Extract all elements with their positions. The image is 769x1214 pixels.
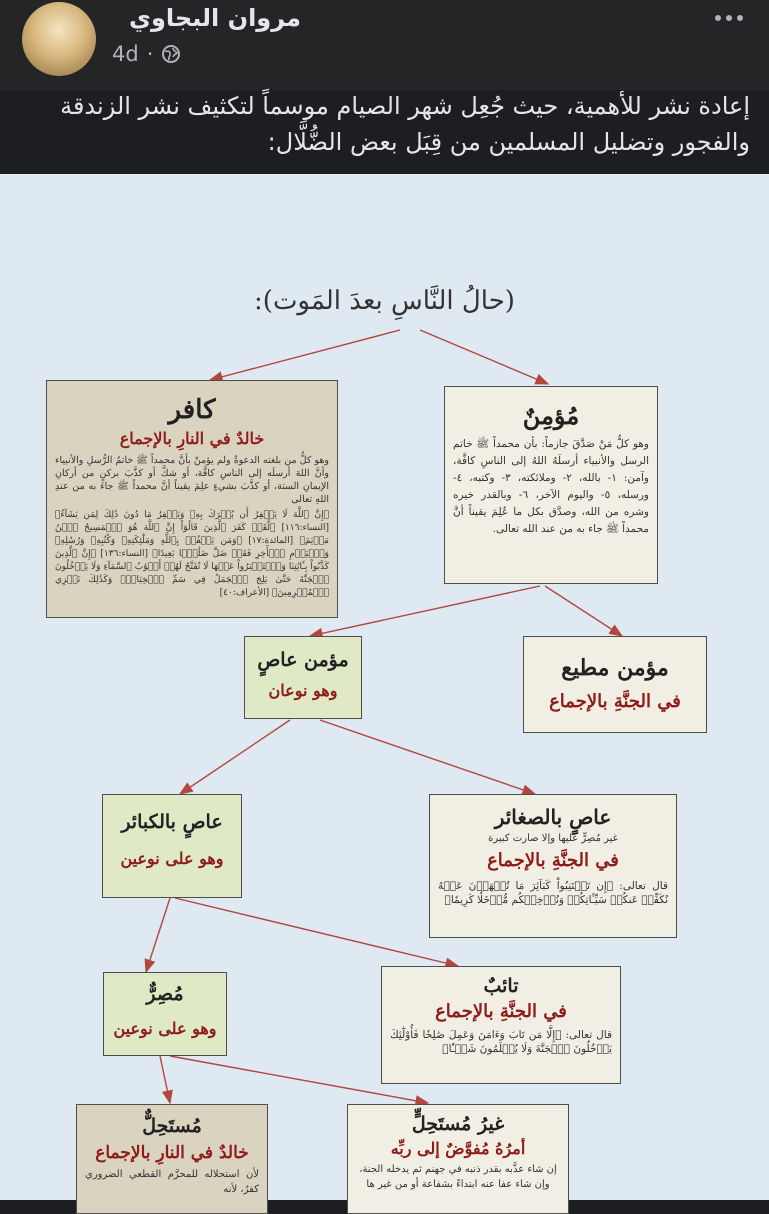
aasi-subtitle: وهو نوعان [268, 681, 338, 700]
arrow-title-mumin [420, 330, 548, 384]
mustahil-box [76, 1104, 268, 1214]
mustahil-title: مُستَحِلٌّ [142, 1115, 202, 1137]
kafir-subtitle: خالدٌ في النارِ بالإجماع [119, 429, 265, 448]
mumin-title: مُؤمِنٌ [522, 401, 580, 430]
diagram-title: (حالُ النَّاسِ بعدَ المَوت): [254, 286, 515, 316]
arrow-mumin-mutee [545, 586, 622, 636]
kafir-verses: ﴿إِنَّ ٱللَّهَ لَا يَغۡفِرُ أَن يُشۡرَكَ بِهِۦ وَيَغۡفِرُ مَا دُونَ ذَٰلِكَ لِمَن يَشَآءُ﴾ [النساء:١١٦] ﴿لَّقَدۡ كَفَرَ ٱلَّذِينَ قَالُوٓاْ إِنَّ ٱللَّهَ هُوَ ٱلۡمَسِيحُ ٱبۡنُ مَرۡيَمَ﴾ [المائدة:١٧] ﴿وَمَن يَكۡفُرۡ بِٱللَّهِ وَمَلَٰٓئِكَتِهِۦ وَكُتُبِهِۦ وَرُسُلِهِۦ وَٱلۡيَوۡمِ ٱلۡأٓخِرِ فَقَدۡ ضَلَّ ضَلَٰلَۢا بَعِيدًا﴾ [النساء:١٣٦] ﴿إِنَّ ٱلَّذِينَ كَذَّبُواْ بِـَٔايَٰتِنَا وَٱسۡتَكۡبَرُواْ عَنۡهَا لَا تُفَتَّحُ لَهُمۡ أَبۡوَٰبُ ٱلسَّمَآءِ وَلَا يَدۡخُلُونَ ٱلۡجَنَّةَ حَتَّىٰ يَلِجَ ٱلۡجَمَلُ فِي سَمِّ ٱلۡخِيَاطِۚ وَكَذَٰلِكَ نَجۡزِي ٱلۡمُجۡرِمِينَ﴾ [الأعراف:٤٠] [55, 510, 329, 598]
ghair-mustahil-body: إن شاء عذَّبه بقدر ذنبه في جهنم ثم يدخله الجنة، وإن شاء عفا عنه ابتداءً بشفاعة أو من غير ها [359, 1164, 557, 1190]
ghair-mustahil-title: غيرُ مُستَحِلٍّ [411, 1113, 505, 1135]
mustahil-body: لأن استحلاله للمحرَّم القطعي الضروري كفرٌ، لأنه [85, 1169, 259, 1195]
aasi-box [244, 636, 362, 719]
kafir-body: وهو كلُّ من بلغته الدعوةُ ولم يؤمنْ بأنَّ محمداً ﷺ خاتمُ الرُّسلِ والأنبياء وأنَّ اللهَ أرسلَه إلى الناسِ كافَّة، أو شكَّ أو كذَّبَ بركنٍ من أركانِ الإيمانِ الستة، أو كذَّبَ بشيءٍ علِمَ يقيناً أنَّ محمداً ﷺ جاءَ به من عندِ اللهِ تعالى [55, 455, 329, 505]
ghair-mustahil-box [347, 1104, 569, 1214]
kabair-title: عاصٍ بالكبائر [121, 811, 223, 833]
arrow-title-kafir [210, 330, 400, 380]
mutee-box [523, 636, 707, 733]
saghair-box [429, 794, 677, 938]
musirr-title: مُصِرٌّ [146, 983, 184, 1005]
arrow-aasi-kabair [180, 720, 290, 794]
mustahil-subtitle: خالدٌ في النارِ بالإجماع [95, 1143, 249, 1163]
post-time[interactable]: 4d [112, 42, 139, 66]
mutee-title: مؤمن مطيع [561, 655, 669, 681]
mumin-body: وهو كلُّ مَنْ صَدَّقَ جازماً: بأن محمداً ﷺ خاتم الرسل والأنبياء أرسلَهُ اللهُ إلى الناسِ كافَّة، وآمن: ١- بالله، ٢- وملائكته، ٣- وكتبه، ٤- ورسله، ٥- واليوم الآخر، ٦- وبالقدر خيره وشره من الله، وصدَّق بكل ما عُلِمَ يقيناً أنَّ محمداً ﷺ جاء به من عند الله تعالى. [453, 438, 649, 535]
arrow-aasi-saghair [320, 720, 535, 794]
taib-box [381, 966, 621, 1084]
musirr-box [103, 972, 227, 1056]
mutee-subtitle: في الجنَّةِ بالإجماع [549, 691, 681, 712]
kabair-subtitle: وهو على نوعين [120, 849, 224, 868]
saghair-title: عاصٍ بالصغائر [494, 805, 612, 829]
kafir-title: كافر [168, 395, 216, 425]
saghair-note: غير مُصِرٍّ عليها وإلا صارت كبيرة [488, 833, 618, 844]
mumin-box [444, 386, 658, 584]
taib-verse: قال تعالى: ﴿إِلَّا مَن تَابَ وَءَامَنَ وَعَمِلَ صَٰلِحٗا فَأُوْلَٰٓئِكَ يَدۡخُلُونَ ٱلۡجَنَّةَ وَلَا يُظۡلَمُونَ شَيۡـٔٗا﴾ [390, 1029, 612, 1055]
arrow-kabair-taib [175, 898, 458, 966]
kafir-box [46, 380, 338, 618]
saghair-subtitle: في الجنَّةِ بالإجماع [487, 850, 619, 871]
arrow-kabair-musirr [146, 898, 170, 972]
kabair-box [102, 794, 242, 898]
ghair-mustahil-subtitle: أمرُهُ مُفوَّضٌ إلى ربِّه [390, 1139, 526, 1158]
taib-title: تائبٌ [483, 975, 519, 997]
meta-separator: · [146, 42, 154, 66]
aasi-title: مؤمن عاصٍ [257, 649, 349, 671]
taib-subtitle: في الجنَّةِ بالإجماع [435, 1001, 567, 1022]
saghair-verse: قال تعالى: ﴿إِن تَجۡتَنِبُواْ كَبَآئِرَ مَا تُنۡهَوۡنَ عَنۡهُ نُكَفِّرۡ عَنكُمۡ سَيِّـَٔاتِكُمۡ وَنُدۡخِلۡكُم مُّدۡخَلٗا كَرِيمٗا﴾ [438, 880, 668, 906]
author-name[interactable]: مروان البجاوي [128, 4, 301, 32]
post-text: إعادة نشر للأهمية، حيث جُعِل شهر الصيام موسماً لتكثيف نشر الزندقة والفجور وتضليل المسلمين من قِبَل بعض الضُّلَّال: [60, 92, 750, 156]
arrow-musirr-mustahil [160, 1056, 170, 1103]
musirr-subtitle: وهو على نوعين [113, 1019, 217, 1038]
arrow-mumin-aasi [310, 586, 540, 636]
